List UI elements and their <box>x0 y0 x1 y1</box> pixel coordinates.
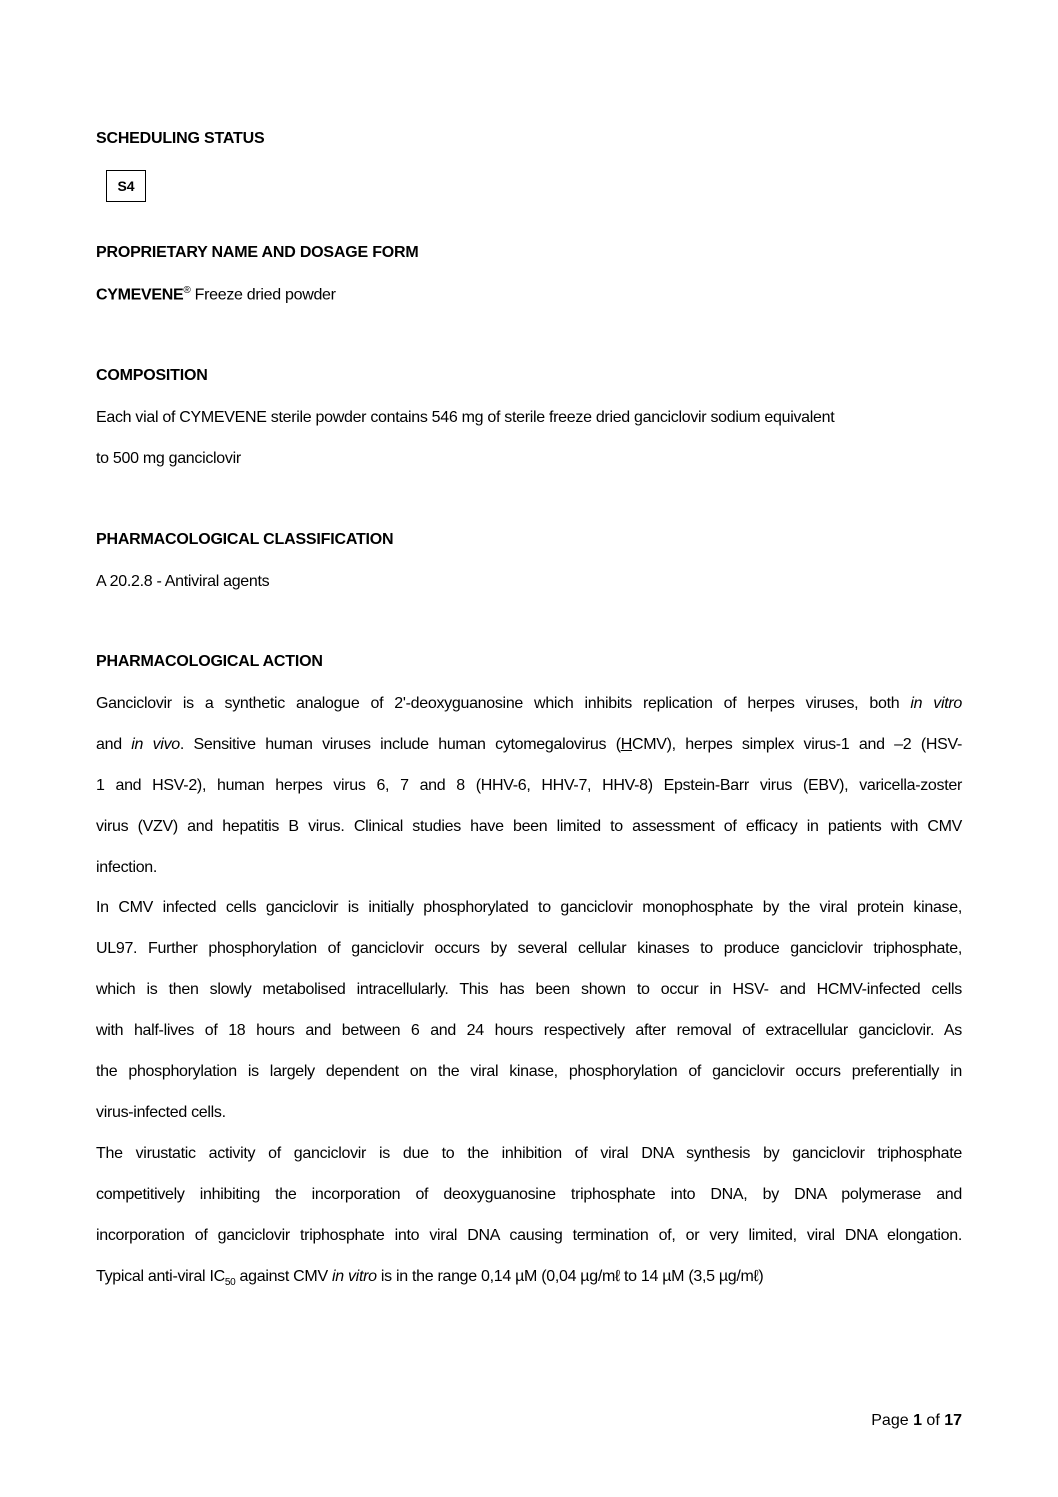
action-p1-line: and in vivo. Sensitive human viruses include human cytomegalovirus (HCMV), herpes simplex virus-1 and –2 (HSV- <box>96 736 963 753</box>
brand-name: CYMEVENE <box>96 286 184 304</box>
action-p2-line: UL97. Further phosphorylation of ganciclovir occurs by several cellular kinases to produce ganciclovir triphosphate, <box>96 940 962 957</box>
action-p2-line: with half-lives of 18 hours and between 6 and 24 hours respectively after removal of extracellular ganciclovir. As <box>96 1022 962 1039</box>
action-p3-line: The virustatic activity of ganciclovir is due to the inhibition of viral DNA synthesis by ganciclovir triphosphate <box>96 1145 962 1162</box>
action-p2-line: In CMV infected cells ganciclovir is initially phosphorylated to ganciclovir monophosphate by the viral protein kinase, <box>96 899 962 916</box>
action-p1-line: infection. <box>96 859 158 876</box>
scheduling-heading: SCHEDULING STATUS <box>96 130 265 147</box>
page-number: Page 1 of 17 <box>871 1412 962 1429</box>
registered-mark: ® <box>183 285 191 296</box>
action-p1-line: virus (VZV) and hepatitis B virus. Clinical studies have been limited to assessment of efficacy in patients with CMV <box>96 818 962 835</box>
action-p2-line: the phosphorylation is largely dependent on the viral kinase, phosphorylation of ganciclovir occurs preferentially in <box>96 1063 962 1080</box>
action-p3-line: competitively inhibiting the incorporation of deoxyguanosine triphosphate into DNA, by DNA polymerase and <box>96 1186 962 1203</box>
action-p4-line: Typical anti-viral $IC_{50}$ against CMV in vitro is in the range 0,14 µM (0,04 µg/mℓ to 14 µM (3,5 µg/mℓ) <box>96 1268 764 1289</box>
schedule-badge: S4 <box>106 170 146 202</box>
action-p2-line: which is then slowly metabolised intracellularly. This has been shown to occur in HSV- and HCMV-infected cells <box>96 981 962 998</box>
action-p1-line: Ganciclovir is a synthetic analogue of 2'-deoxyguanosine which inhibits replication of herpes viruses, both in vitro <box>96 695 962 712</box>
proprietary-heading: PROPRIETARY NAME AND DOSAGE FORM <box>96 244 419 261</box>
action-p1-line: 1 and HSV-2), human herpes virus 6, 7 and 8 (HHV-6, HHV-7, HHV-8) Epstein-Barr virus (EBV), varicella-zoster <box>96 777 962 794</box>
proprietary-name <box>96 285 336 304</box>
classification-heading: PHARMACOLOGICAL CLASSIFICATION <box>96 531 394 548</box>
composition-heading: COMPOSITION <box>96 367 208 384</box>
action-p2-line: virus-infected cells. <box>96 1104 226 1121</box>
action-p3-line: incorporation of ganciclovir triphosphate into viral DNA causing termination of, or very limited, viral DNA elongation. <box>96 1227 962 1244</box>
composition-line: Each vial of CYMEVENE sterile powder contains 546 mg of sterile freeze dried ganciclovir sodium equivalent <box>96 409 835 426</box>
classification-text: A 20.2.8 - Antiviral agents <box>96 573 270 590</box>
dosage-form: Freeze dried powder <box>190 286 336 304</box>
action-heading: PHARMACOLOGICAL ACTION <box>96 653 323 670</box>
composition-line: to 500 mg ganciclovir <box>96 450 241 467</box>
